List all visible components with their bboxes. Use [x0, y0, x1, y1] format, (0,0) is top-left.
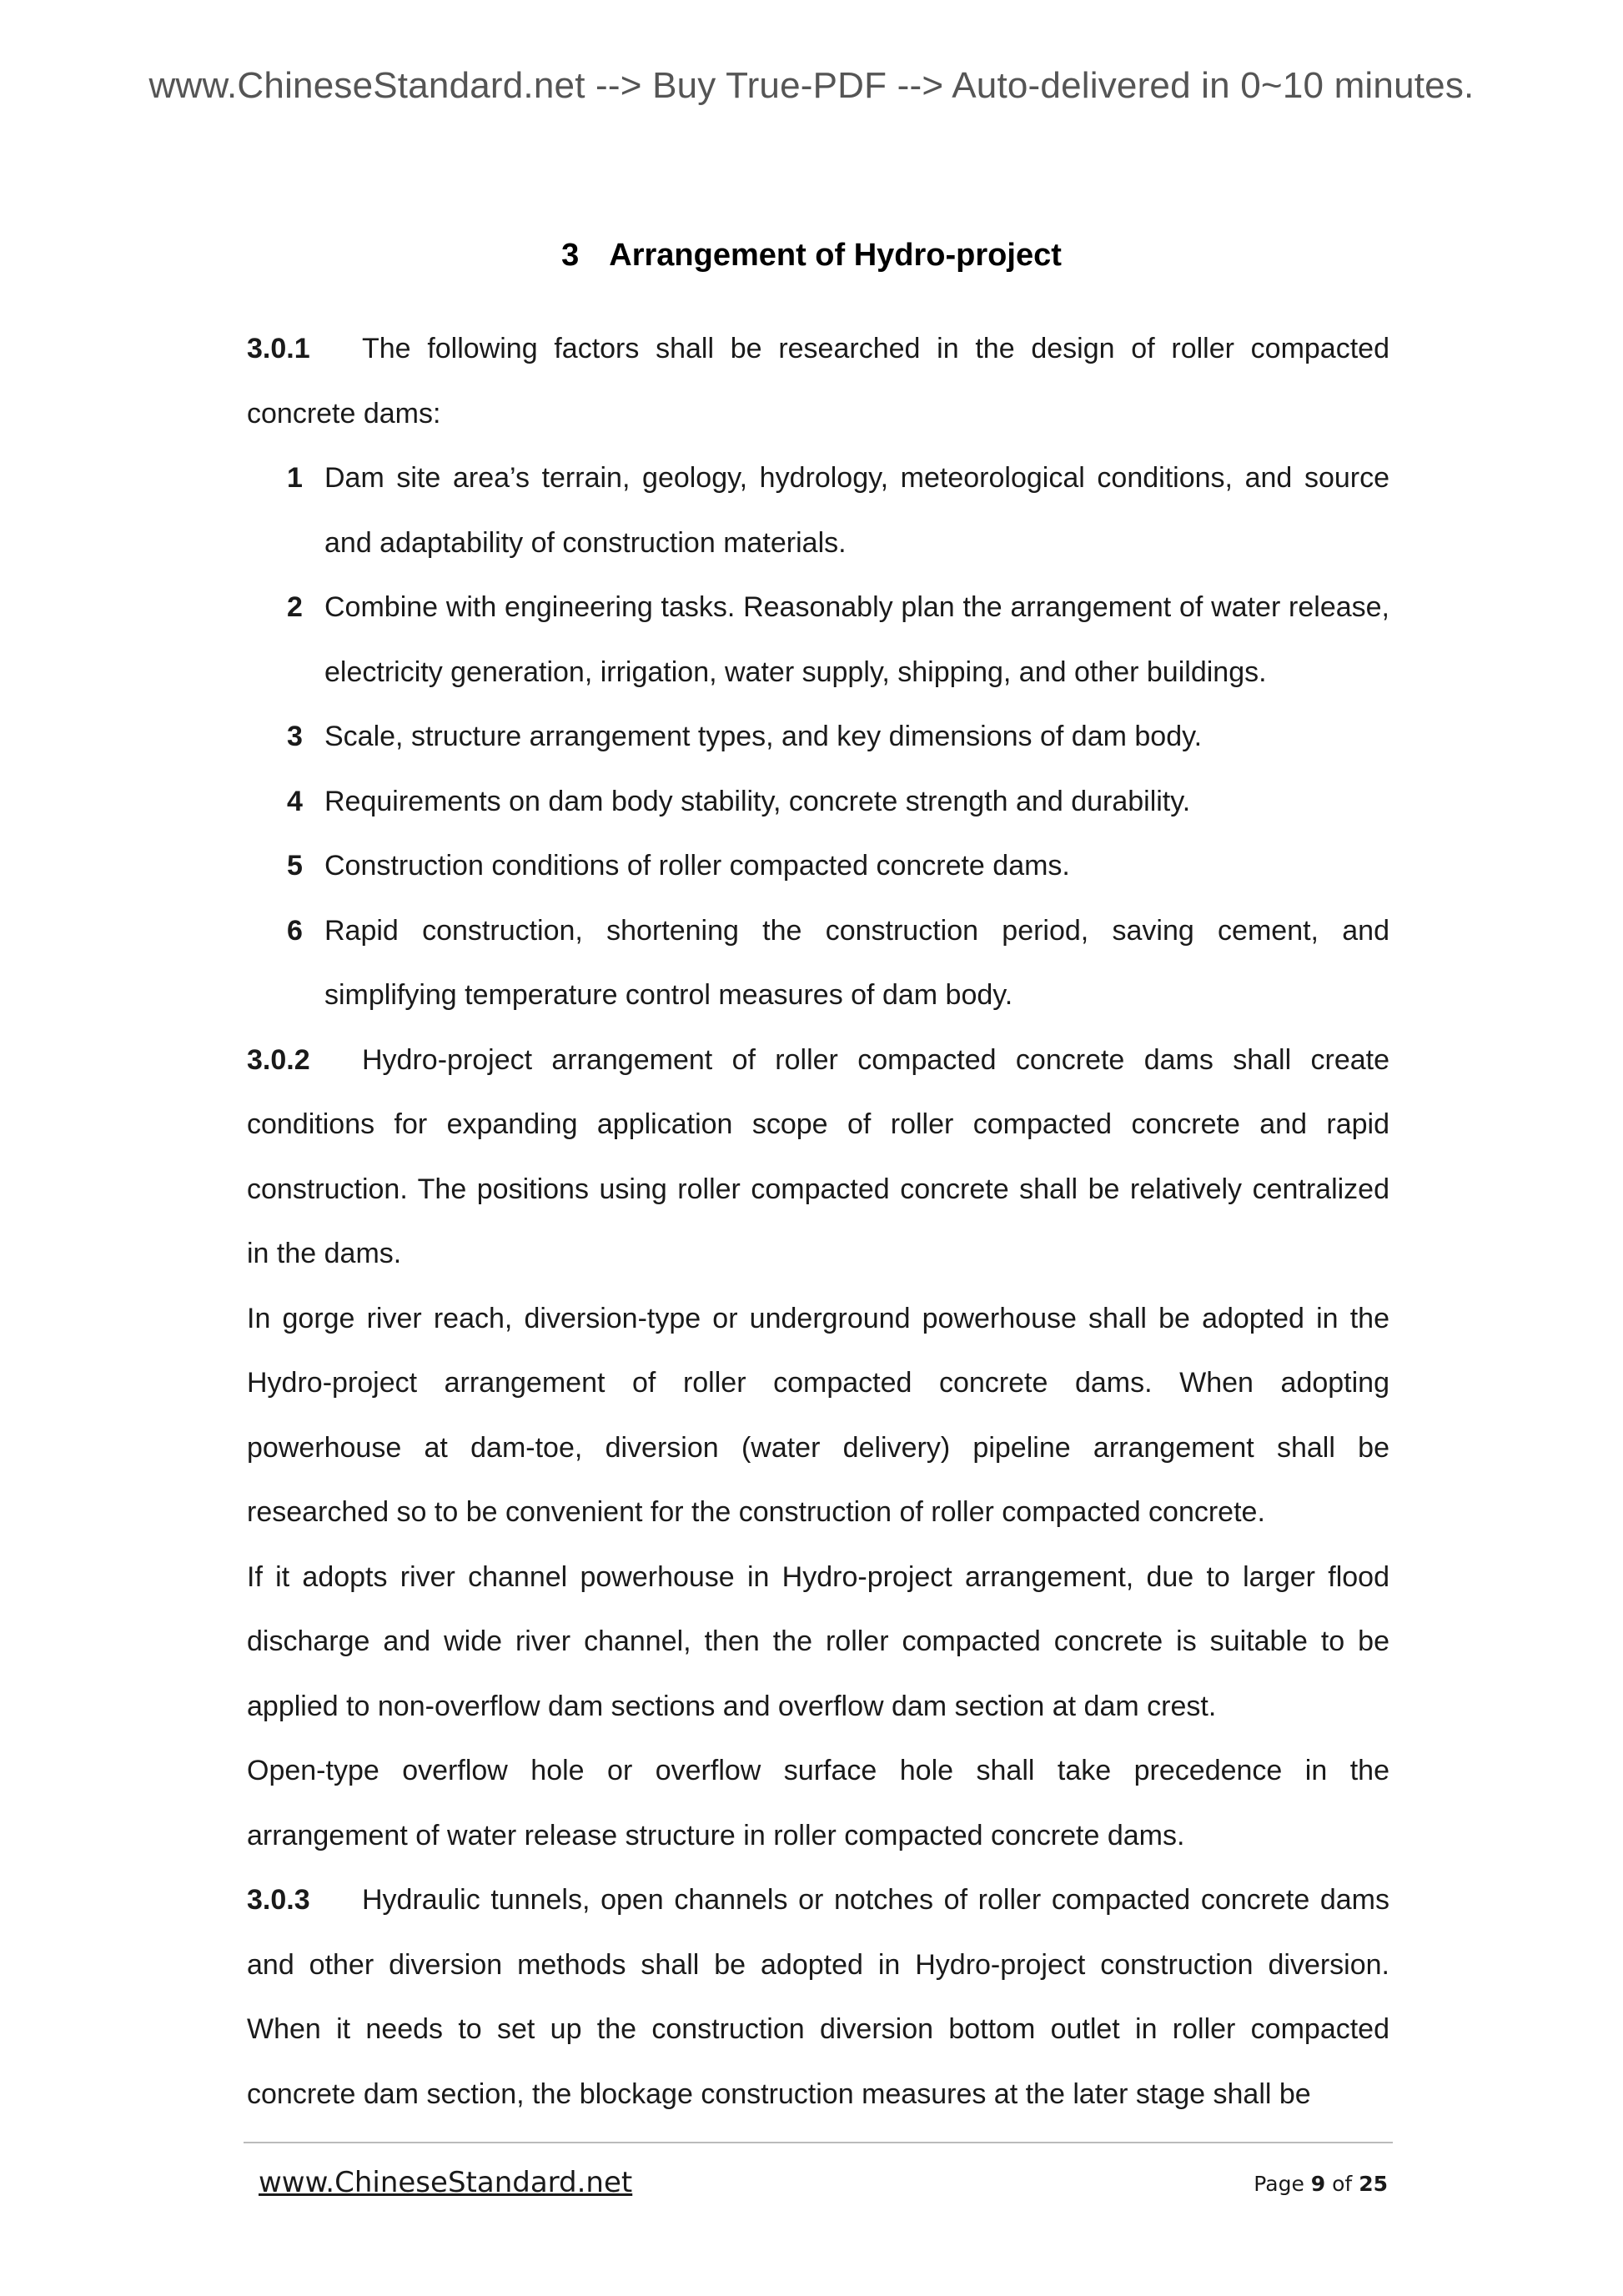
list-item-text: Dam site area’s terrain, geology, hydrology, meteorological conditions, and source and adaptability of construction materials.: [324, 462, 1389, 559]
top-banner[interactable]: www.ChineseStandard.net --> Buy True-PDF --> Auto-delivered in 0~10 minutes.: [148, 65, 1475, 106]
list-item-number: 2: [287, 591, 303, 623]
clause-3-0-2: [247, 1028, 1389, 1287]
list-item: [247, 446, 1389, 575]
list-item: [247, 899, 1389, 1028]
list-item-number: 6: [287, 914, 303, 947]
clause-text: Hydraulic tunnels, open channels or notches of roller compacted concrete dams and other diversion methods shall be adopted in Hydro-project construction diversion. When it needs to set up the construction diversion bottom outlet in roller compacted concrete dam section, the blockage construction measures at the later stage shall be: [247, 1884, 1389, 2110]
chapter-title: Arrangement of Hydro-project: [609, 238, 1062, 273]
paragraph: If it adopts river channel powerhouse in Hydro-project arrangement, due to larger flood discharge and wide river channel, then the roller compacted concrete is suitable to be applied to non-overflow dam sections and overflow dam section at dam crest.: [247, 1560, 1389, 1722]
list-item-text: Requirements on dam body stability, concrete strength and durability.: [324, 785, 1191, 817]
document-body: [247, 317, 1389, 2127]
list-item: [247, 575, 1389, 705]
chapter-heading: [0, 238, 1623, 274]
footer-divider: [244, 2142, 1393, 2143]
clause-text: The following factors shall be researched in the design of roller compacted concrete dams:: [247, 333, 1389, 430]
page-label: Page: [1254, 2172, 1304, 2196]
clause-3-0-3: [247, 1868, 1389, 2127]
page-number: [1254, 2172, 1388, 2196]
clause-number: 3.0.2: [247, 1043, 310, 1076]
page-of-label: of: [1332, 2172, 1353, 2196]
list-item-text: Combine with engineering tasks. Reasonably plan the arrangement of water release, electricity generation, irrigation, water supply, shipping, and other buildings.: [324, 591, 1389, 688]
list-item: [247, 770, 1389, 835]
page-total: 25: [1359, 2172, 1388, 2196]
list-item-text: Scale, structure arrangement types, and key dimensions of dam body.: [324, 721, 1203, 752]
page-current: 9: [1310, 2172, 1326, 2196]
chapter-number: 3: [561, 238, 580, 273]
footer-website-link[interactable]: www.ChineseStandard.net: [259, 2166, 633, 2199]
list-item: [247, 705, 1389, 770]
list-item-number: 4: [287, 785, 303, 817]
list-item-text: Rapid construction, shortening the construction period, saving cement, and simplifying temperature control measures of dam body.: [324, 914, 1389, 1011]
list-item-number: 3: [287, 721, 303, 752]
clause-number: 3.0.3: [247, 1884, 310, 1916]
clause-3-0-1: [247, 317, 1389, 446]
paragraph: Open-type overflow hole or overflow surface hole shall take precedence in the arrangement of water release structure in roller compacted concrete dams.: [247, 1755, 1389, 1851]
clause-text: Hydro-project arrangement of roller compacted concrete dams shall create conditions for expanding application scope of roller compacted concrete and rapid construction. The positions using roller compacted concrete shall be relatively centralized in the dams.: [247, 1043, 1389, 1269]
clause-number: 3.0.1: [247, 333, 310, 364]
list-item-text: Construction conditions of roller compacted concrete dams.: [324, 850, 1070, 882]
paragraph: In gorge river reach, diversion-type or underground powerhouse shall be adopted in the Hydro-project arrangement of roller compacted concrete dams. When adopting powerhouse at dam-toe, diversion (water delivery) pipeline arrangement shall be researched so to be convenient for the construction of roller compacted concrete.: [247, 1302, 1389, 1528]
list-item-number: 5: [287, 850, 303, 882]
list-item-number: 1: [287, 462, 303, 494]
list-item: [247, 834, 1389, 899]
